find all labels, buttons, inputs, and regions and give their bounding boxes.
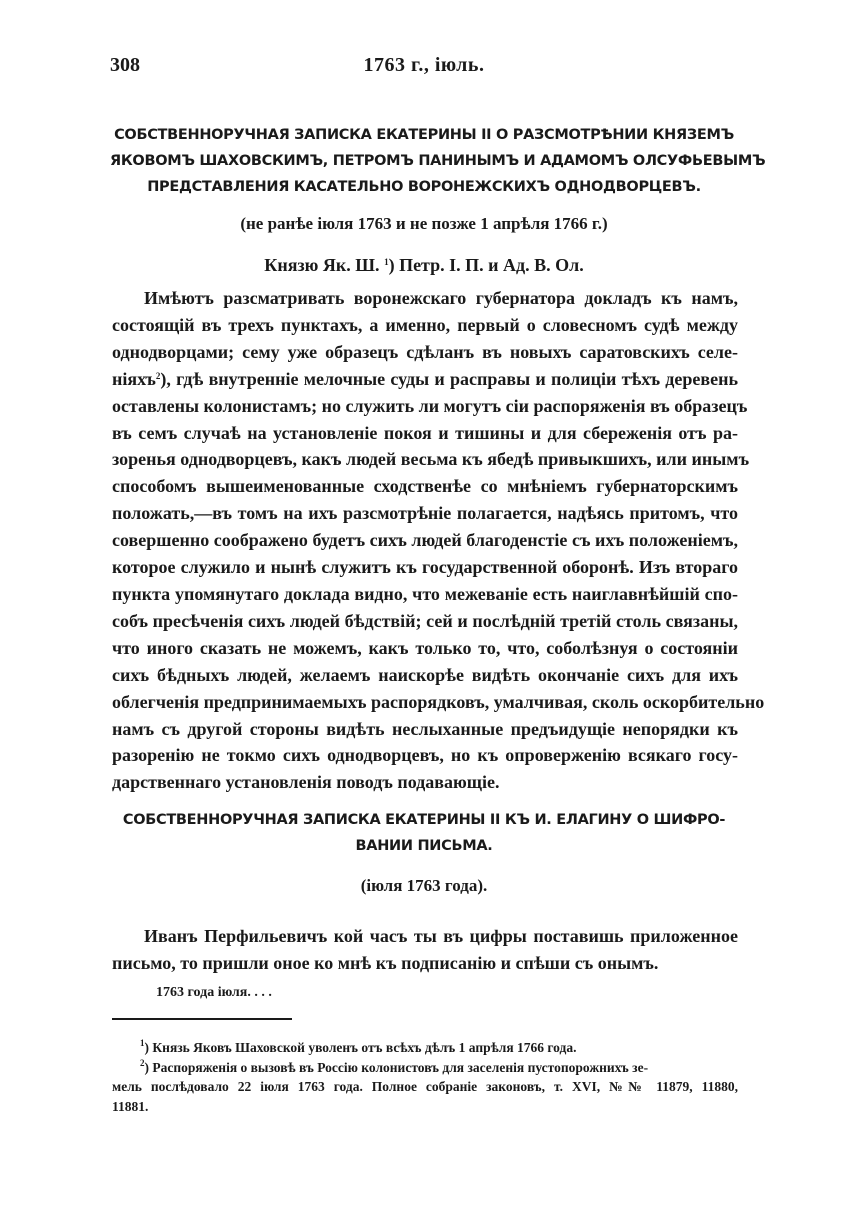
text-line: въ семъ случаѣ на установленіе покоя и тишины и для сбереженія отъ ра- — [112, 422, 738, 443]
page-header — [110, 54, 738, 84]
text-line: намъ съ другой стороны видѣть неслыханные предъидущіе непорядки къ — [112, 718, 738, 739]
footnote-2 — [112, 1058, 738, 1078]
page-number: 308 — [110, 54, 140, 76]
footnotes — [112, 1038, 738, 1116]
footnote-2-line-2: мель послѣдовало 22 іюля 1763 года. Полное собраніе законовъ, т. XVI, №№ 11879, 11880, — [112, 1079, 738, 1094]
text-line: зоренья однодворцевъ, какъ людей весьма къ ябедѣ привыкшихъ, или инымъ — [112, 449, 750, 470]
text-line: способомъ вышеименованные сходственѣе со мнѣніемъ губернаторскимъ — [112, 476, 738, 497]
document-date-2: (іюля 1763 года). — [360, 876, 488, 895]
text-line: облегченія предпринимаемыхъ распорядковъ, умалчивая, сколь оскорбительно — [112, 691, 765, 712]
document-title-1 — [110, 122, 766, 200]
text-fragment: ), гдѣ внутренніе мелочные суды и расправы и полиціи тѣхъ деревень — [160, 368, 738, 389]
document-body-2 — [112, 923, 738, 977]
text-line: однодворцами; сему уже образецъ сдѣланъ въ новыхъ саратовскихъ селе- — [112, 341, 738, 362]
address-before: Князю Як. Ш. — [264, 255, 385, 275]
document-body-1 — [112, 285, 765, 796]
text-line: что иного сказать не можемъ, какъ только то, что, соболѣзнуя о состояніи — [112, 637, 738, 658]
footnote-text: ) Распоряженія о вызовѣ въ Россію колонистовъ для заселенія пустопорожнихъ зе- — [144, 1059, 649, 1075]
text-line: сихъ бѣдныхъ людей, желаемъ наискорѣе видѣть окончаніе сихъ для ихъ — [112, 664, 738, 685]
title-line: СОБСТВЕННОРУЧНАЯ ЗАПИСКА ЕКАТЕРИНЫ II О РАЗСМОТРѢНИИ КНЯЗЕМЪ — [114, 127, 734, 143]
footnote-divider — [112, 1018, 292, 1020]
addressee-line — [110, 255, 738, 276]
text-line: письмо, то пришли оное ко мнѣ къ подписанію и спѣши съ онымъ. — [112, 952, 659, 973]
text-line: состоящій въ трехъ пунктахъ, а именно, первый о словесномъ судѣ между — [112, 314, 738, 335]
text-line: Иванъ Перфильевичъ кой часъ ты въ цифры поставишь приложенное — [144, 926, 738, 946]
running-title: 1763 г., іюль. — [363, 54, 485, 76]
text-fragment: ніяхъ — [112, 368, 156, 389]
text-line — [112, 366, 738, 393]
footnote-mark: 2 — [140, 1057, 145, 1068]
footnote-text: ) Князь Яковъ Шаховской уволенъ отъ всѣхъ дѣлъ 1 апрѣля 1766 года. — [144, 1040, 577, 1055]
footnote-ref-2: 2 — [155, 370, 161, 381]
text-line: которое служило и нынѣ служитъ къ государственной оборонѣ. Изъ втораго — [112, 557, 738, 578]
text-line: оставлены колонистамъ; но служить ли могутъ сіи распоряженія въ образецъ — [112, 395, 748, 416]
signature-date: 1763 года іюля. . . . — [156, 985, 272, 1000]
title-line: ЯКОВОМЪ ШАХОВСКИМЪ, ПЕТРОМЪ ПАНИНЫМЪ И АДАМОМЪ ОЛСУФЬЕВЫМЪ — [110, 153, 766, 169]
text-line: дарственнаго установленія поводъ подавающіе. — [112, 772, 500, 793]
text-line: собъ пресѣченія сихъ людей бѣдствій; сей и послѣдній третій столь связаны, — [112, 610, 738, 631]
text-line: положать,—въ томъ на ихъ разсмотрѣніе полагается, надѣясь притомъ, что — [112, 503, 738, 524]
text-line: совершенно соображено будетъ сихъ людей благоденстіе съ ихъ положеніемъ, — [112, 530, 738, 551]
footnote-ref-1: 1 — [384, 257, 389, 267]
footnote-1 — [112, 1038, 738, 1058]
address-after: Петр. I. П. и Ад. В. Ол. — [394, 255, 584, 275]
document-title-2 — [110, 807, 738, 859]
footnote-mark: 1 — [140, 1038, 145, 1048]
address-sup-close: ) — [388, 255, 395, 275]
text-line: Имѣютъ разсматривать воронежскаго губернатора докладъ къ намъ, — [144, 288, 738, 308]
text-line: разоренію не токмо сихъ однодворцевъ, но къ опроверженію всякаго госу- — [112, 745, 738, 766]
title-line: СОБСТВЕННОРУЧНАЯ ЗАПИСКА ЕКАТЕРИНЫ II КЪ И. ЕЛАГИНУ О ШИФРО- — [122, 812, 726, 828]
footnote-2-line-3: 11881. — [112, 1098, 149, 1114]
title-line: ПРЕДСТАВЛЕНИЯ КАСАТЕЛЬНО ВОРОНЕЖСКИХЪ ОДНОДВОРЦЕВЪ. — [147, 179, 701, 195]
title-line: ВАНИИ ПИСЬМА. — [355, 838, 493, 854]
text-line: пункта упомянутаго доклада видно, что межеваніе есть наиглавнѣйшій спо- — [112, 583, 738, 604]
document-date-1: (не ранѣе іюля 1763 и не позже 1 апрѣля 1766 г.) — [240, 214, 608, 233]
